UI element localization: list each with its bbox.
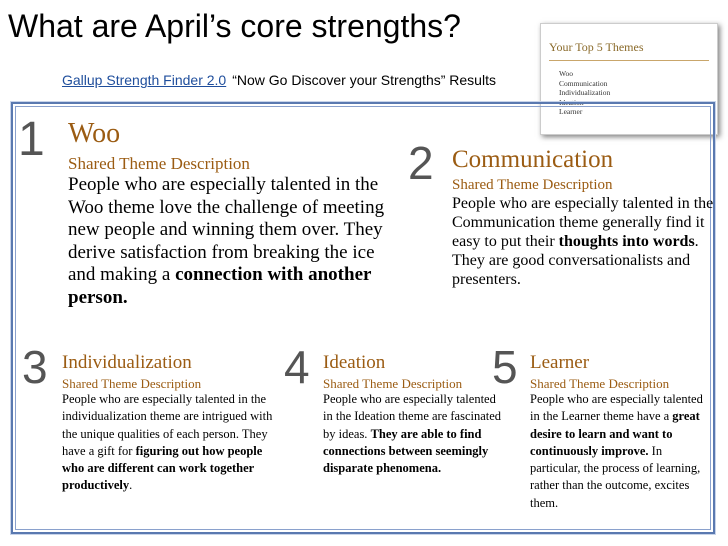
- theme-number: 2: [408, 137, 434, 189]
- theme-description: People who are especially talented in the Woo theme love the challenge of meeting new people and winning them over. They derive satisfaction from breaking the ice and making a connection with another person.: [68, 174, 385, 308]
- theme-name: Woo: [68, 118, 121, 149]
- theme-subtitle: Shared Theme Description: [452, 177, 613, 193]
- theme-description: People who are especially talented in the Learner theme have a great desire to learn and want to continuously improve. In particular, the process of learning, rather than the outcome, excites them.: [530, 392, 703, 510]
- theme-learner: [530, 352, 710, 512]
- theme-woo: [68, 118, 398, 309]
- theme-subtitle: Shared Theme Description: [530, 376, 670, 391]
- theme-name: Ideation: [323, 352, 386, 373]
- theme-description: People who are especially talented in the individualization theme are intrigued with the unique qualities of each person. They have a gift for figuring out how people who are different can work together productively.: [62, 392, 273, 493]
- thumbnail-item: Ideation: [559, 97, 584, 107]
- theme-name: Learner: [530, 352, 590, 373]
- thumbnail-item: Learner: [559, 107, 583, 116]
- theme-subtitle: Shared Theme Description: [62, 376, 202, 391]
- theme-number: 1: [18, 113, 45, 166]
- thumbnail-title: Your Top 5 Themes: [549, 40, 644, 54]
- theme-subtitle: Shared Theme Description: [323, 376, 463, 391]
- page-title: What are April’s core strengths?: [8, 8, 461, 44]
- gallup-link[interactable]: Gallup Strength Finder 2.0: [62, 72, 227, 88]
- theme-number: 4: [284, 341, 310, 393]
- theme-description: People who are especially talented in the Communication theme generally find it easy to put their thoughts into words. They are good conversationalists and presenters.: [452, 195, 714, 288]
- thumbnail-item: Individualization: [559, 88, 611, 97]
- theme-number: 3: [22, 341, 48, 393]
- theme-communication: [452, 146, 714, 289]
- theme-subtitle: Shared Theme Description: [68, 154, 250, 173]
- theme-number: 5: [492, 341, 518, 393]
- thumbnail-divider: [549, 60, 709, 61]
- theme-individualization: [62, 352, 282, 495]
- theme-name: Individualization: [62, 352, 192, 373]
- theme-description: People who are especially talented in the Ideation theme are fascinated by ideas. They are able to find connections between seemingly disparate phenomena.: [323, 392, 502, 476]
- subtitle-text: “Now Go Discover your Strengths” Results: [232, 72, 496, 88]
- thumbnail-item: Woo: [559, 69, 573, 78]
- theme-ideation: [323, 352, 503, 477]
- theme-name: Communication: [452, 146, 614, 173]
- thumbnail-item: Communication: [559, 78, 608, 88]
- subtitle: [62, 72, 496, 88]
